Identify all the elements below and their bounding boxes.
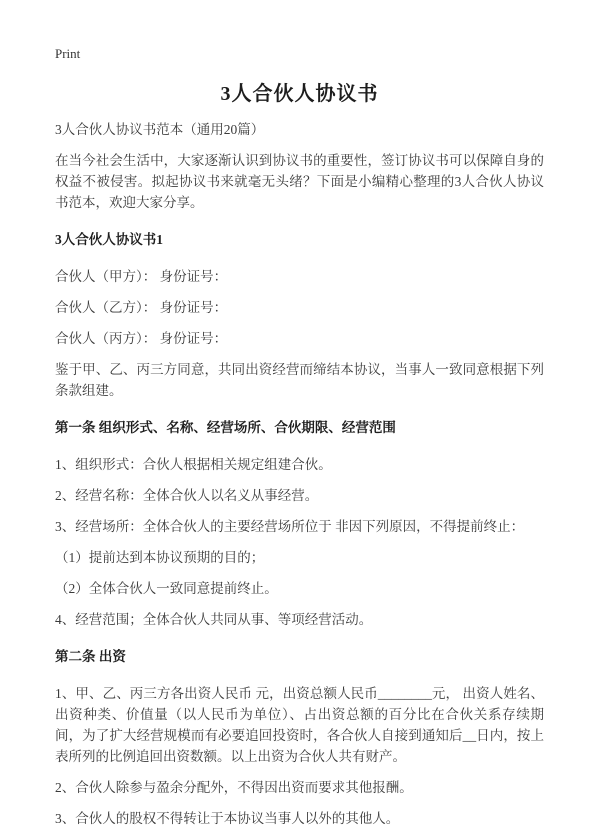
doc-paragraph: 合伙人（甲方）： 身份证号：	[55, 269, 228, 284]
doc-paragraph: 合伙人（乙方）： 身份证号：	[55, 300, 228, 315]
section-heading: 第二条 出资	[55, 649, 126, 664]
doc-paragraph: 在当今社会生活中，大家逐渐认识到协议书的重要性，签订协议书可以保障自身的权益不被侵害。拟起协议书来就毫无头绪？下面是小编精心整理的3人合伙人协议书范本，欢迎大家分享。	[55, 153, 544, 210]
doc-paragraph: 鉴于甲、乙、丙三方同意，共同出资经营而缔结本协议，当事人一致同意根据下列条款组建。	[55, 362, 544, 398]
doc-paragraph: 1、甲、乙、丙三方各出资人民币 元，出资总额人民币________元， 出资人姓名、出资种类、价值量（以人民币为单位）、占出资总额的百分比在合伙关系存续期间，为了扩大经营规模而有必要追回投资时，各合伙人自接到通知后__日内，按上表所列的比例追回出资数额。以上出资为合伙人共有财产。	[55, 686, 544, 764]
doc-paragraph: 3、经营场所：全体合伙人的主要经营场所位于 非因下列原因，不得提前终止：	[55, 519, 525, 534]
doc-paragraph: 1、组织形式：合伙人根据相关规定组建合伙。	[55, 457, 332, 472]
doc-paragraph: 2、经营名称：全体合伙人以名义从事经营。	[55, 488, 319, 503]
section-heading: 第一条 组织形式、名称、经营场所、合伙期限、经营范围	[55, 420, 396, 435]
doc-paragraph: （2）全体合伙人一致同意提前终止。	[55, 581, 278, 596]
document-body	[55, 119, 544, 829]
doc-paragraph: 合伙人（丙方）： 身份证号：	[55, 331, 228, 346]
doc-paragraph: （1）提前达到本协议预期的目的；	[55, 550, 265, 565]
doc-paragraph: 4、经营范围；全体合伙人共同从事、等项经营活动。	[55, 612, 373, 627]
document-title: 3人合伙人协议书	[220, 83, 379, 105]
doc-paragraph: 3人合伙人协议书范本（通用20篇）	[55, 122, 265, 137]
print-button[interactable]: Print	[55, 46, 81, 61]
doc-paragraph: 2、合伙人除参与盈余分配外，不得因出资而要求其他报酬。	[55, 780, 413, 795]
doc-paragraph: 3、合伙人的股权不得转让于本协议当事人以外的其他人。	[55, 811, 400, 826]
section-heading: 3人合伙人协议书1	[55, 232, 163, 247]
